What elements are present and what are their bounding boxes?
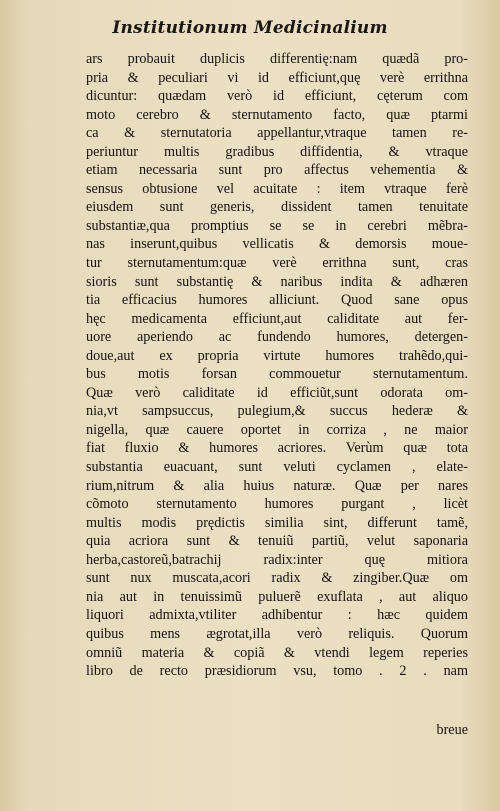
text-line: uore aperiendo ac fundendo humores, detergen- [86, 329, 468, 346]
text-line: dicuntur: quædam verò id efficiunt, cęterum com [86, 88, 468, 105]
text-line: tur sternutamentum:quæ verè errithna sunt, cras [86, 255, 468, 272]
text-line: pria & peculiari vi id efficiunt,quę verè errithna [86, 69, 468, 86]
text-line: substantia euacuant, sunt veluti cyclamen , elate- [86, 459, 468, 476]
text-line: hęc medicamenta efficiunt,aut caliditate aut fer- [86, 310, 468, 327]
text-line: quia acriora sunt & tenuiũ partiũ, velut saponaria [86, 533, 468, 550]
text-line: eiusdem sunt generis, dissident tamen tenuitate [86, 199, 468, 216]
text-line: moto cerebro & sternutamento facto, quæ ptarmi [86, 106, 468, 123]
text-line: ars probauit duplicis differentię:nam quædã pro- [86, 51, 468, 67]
text-line: etiam necessaria sunt pro affectus vehementia & [86, 162, 468, 179]
text-line: quibus mens ægrotat,illa verò reliquis. Quorum [86, 625, 468, 642]
text-line: nas inserunt,quibus vellicatis & demorsis moue- [86, 236, 468, 253]
text-line: multis modis prędictis similia sint, differunt tamẽ, [86, 514, 468, 531]
page-footer [86, 722, 468, 739]
text-line: sioris sunt substantię & naribus indita & adhæren [86, 273, 468, 290]
text-line: doue,aut ex propria virtute humores trahẽdo,qui- [86, 347, 468, 364]
text-line: liquori admixta,vtiliter adhibentur : hæc quidem [86, 607, 468, 624]
text-line: fiat fluxio & humores acriores. Verùm quæ tota [86, 440, 468, 457]
text-line: sensus obtusione vel acuitate : item vtraque ferè [86, 180, 468, 197]
text-line: bus motis forsan commouetur sternutamentum. [86, 366, 468, 383]
text-line: omniũ materia & copiã & vtendi legem reperies [86, 644, 468, 661]
text-line: rium,nitrum & alia huius naturæ. Quæ per nares [86, 477, 468, 494]
text-line: sunt nux muscata,acori radix & zingiber.Quæ om [86, 570, 468, 587]
running-head: Institutionum Medicinalium [112, 18, 388, 38]
body-text [86, 50, 468, 681]
text-line: cõmoto sternutamento humores purgant , licèt [86, 496, 468, 513]
text-line: periuntur multis gradibus diffidentia, & vtraque [86, 143, 468, 160]
text-line: ca & sternutatoria appellantur,vtraque tamen re- [86, 125, 468, 142]
text-line: substantiæ,qua promptius se se in cerebri mẽbra- [86, 217, 468, 234]
text-line: tia efficacius humores alliciunt. Quod sane opus [86, 292, 468, 309]
text-line: nia aut in tenuissimũ puluerẽ exuflata , aut aliquo [86, 588, 468, 605]
text-line: nigella, quæ cauere oportet in corriza , ne maior [86, 421, 468, 438]
page-header [0, 18, 500, 38]
catchword: breue [436, 722, 468, 738]
text-line: libro de recto præsidiorum vsu, tomo . 2 . nam [86, 663, 468, 680]
text-line: nia,vt sampsuccus, pulegium,& succus hederæ & [86, 403, 468, 420]
text-line: herba,castoreũ,batrachij radix:inter quę mitiora [86, 551, 468, 568]
text-line: Quæ verò caliditate id efficiũt,sunt odorata om- [86, 384, 468, 401]
